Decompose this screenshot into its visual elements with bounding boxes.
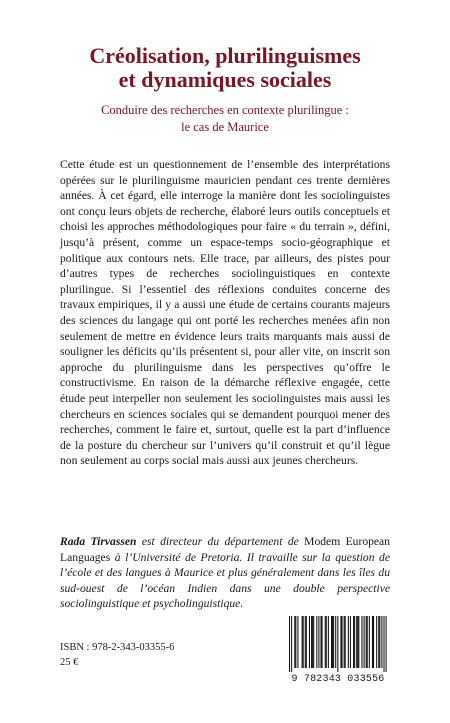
barcode-bar <box>353 616 354 668</box>
barcode-bar <box>313 616 314 668</box>
barcode-bar <box>345 616 346 668</box>
barcode-bar <box>312 616 313 668</box>
barcode-bar <box>350 616 351 668</box>
barcode-bar <box>361 616 362 668</box>
barcode-bar <box>342 616 343 668</box>
barcode-bar <box>386 616 387 672</box>
barcode-bar <box>326 616 327 668</box>
barcode-bar <box>305 616 306 668</box>
barcode-bar <box>306 616 307 668</box>
subtitle-line-1: Conduire des recherches en contexte plurilingue : <box>101 103 349 117</box>
isbn: ISBN : 978-2-343-03355-6 <box>60 642 175 653</box>
barcode-bar <box>321 616 322 668</box>
barcode-bar <box>316 616 317 668</box>
barcode-bar <box>309 616 310 668</box>
subtitle-line-2: le cas de Maurice <box>181 120 269 134</box>
barcode-bar <box>381 616 382 668</box>
barcode-bar <box>357 616 358 668</box>
book-subtitle <box>40 102 410 136</box>
barcode <box>283 616 393 692</box>
barcode-bar <box>333 616 334 668</box>
barcode-bar <box>367 616 368 668</box>
barcode-bar <box>295 616 296 668</box>
barcode-bar <box>340 616 341 668</box>
barcode-bar <box>364 616 365 668</box>
barcode-bar <box>303 616 304 668</box>
barcode-bar <box>354 616 355 668</box>
author-name: Rada Tirvassen <box>60 535 137 548</box>
barcode-bar <box>311 616 312 668</box>
barcode-bar <box>379 616 380 668</box>
author-department: Modem European Languages <box>60 535 391 564</box>
barcode-bar <box>332 616 333 668</box>
barcode-bar <box>331 616 332 668</box>
barcode-bar <box>372 616 373 668</box>
barcode-bar <box>322 616 323 668</box>
price: 25 € <box>60 657 79 668</box>
barcode-bar <box>344 616 345 668</box>
barcode-bar <box>366 616 367 668</box>
barcode-bar <box>294 616 295 668</box>
barcode-bar <box>328 616 329 668</box>
barcode-bar <box>384 616 385 672</box>
author-bio-text-2: à l’Université de Pretoria. Il travaille sur la question de l’école et des langues à Maurice et plus généralement dans les îles du sud-ouest de l’océan Indien dans une double perspective sociolinguistique et psycholinguistique. <box>60 550 390 611</box>
title-line-2: et dynamiques sociales <box>118 67 332 92</box>
barcode-bar <box>369 616 370 668</box>
barcode-bar <box>358 616 359 668</box>
title-line-1: Créolisation, plurilinguismes <box>89 43 361 68</box>
book-title <box>20 44 430 92</box>
barcode-bar <box>378 616 379 668</box>
barcode-bar <box>335 616 336 668</box>
barcode-bar <box>318 616 319 668</box>
barcode-bar <box>297 616 298 668</box>
barcode-bar <box>376 616 377 668</box>
barcode-bar <box>289 616 290 672</box>
barcode-bar <box>348 616 349 668</box>
barcode-bars <box>283 616 393 674</box>
author-bio-text-1: est directeur du département de <box>136 535 305 548</box>
barcode-bar <box>291 616 292 672</box>
abstract-paragraph: Cette étude est un questionnement de l’ensemble des interprétations opérées sur le plurilinguisme mauricien pendant ces trente dernières années. À cet égard, elle interroge la manière dont les sociolinguistes ont conçu leurs objets de recherche, élaboré leurs outils conceptuels et choisi les approches méthodologiques pour faire « du terrain », défini, jusqu’à présent, comme un espace-temps socio-géographique et politique aux contours nets. Elle trace, par ailleurs, des pistes pour d’autres types de recherches sociolinguistiques en contexte plurilingue. Si l’essentiel des réflexions conduites concerne des travaux empiriques, il y a aussi une étude de certains courants majeurs des sciences du langage qui ont porté les recherches menées afin non seulement de mettre en évidence leurs traits marquants mais aussi de souligner les déficits qu’ils présentent si, pour aller vite, on inscrit son approche du plurilinguisme dans les perspectives qu’offre le constructivisme. En raison de la démarche réflexive engagée, cette étude peut interpeller non seulement les sociolinguistes mais aussi les chercheurs en sciences sociales qui se demandent pourquoi mener des recherches, comment le faire et, surtout, quelle est la part d’influence de la posture du chercheur sur l’univers qu’il construit et qu’il lègue non seulement au corps social mais aussi aux jeunes chercheurs. <box>60 158 390 468</box>
barcode-bar <box>337 616 338 672</box>
barcode-bar <box>356 616 357 668</box>
author-bio <box>60 534 390 612</box>
barcode-bar <box>302 616 303 668</box>
barcode-bar <box>373 616 374 668</box>
barcode-bar <box>325 616 326 668</box>
barcode-digits: 9 782343 033556 <box>291 674 385 685</box>
